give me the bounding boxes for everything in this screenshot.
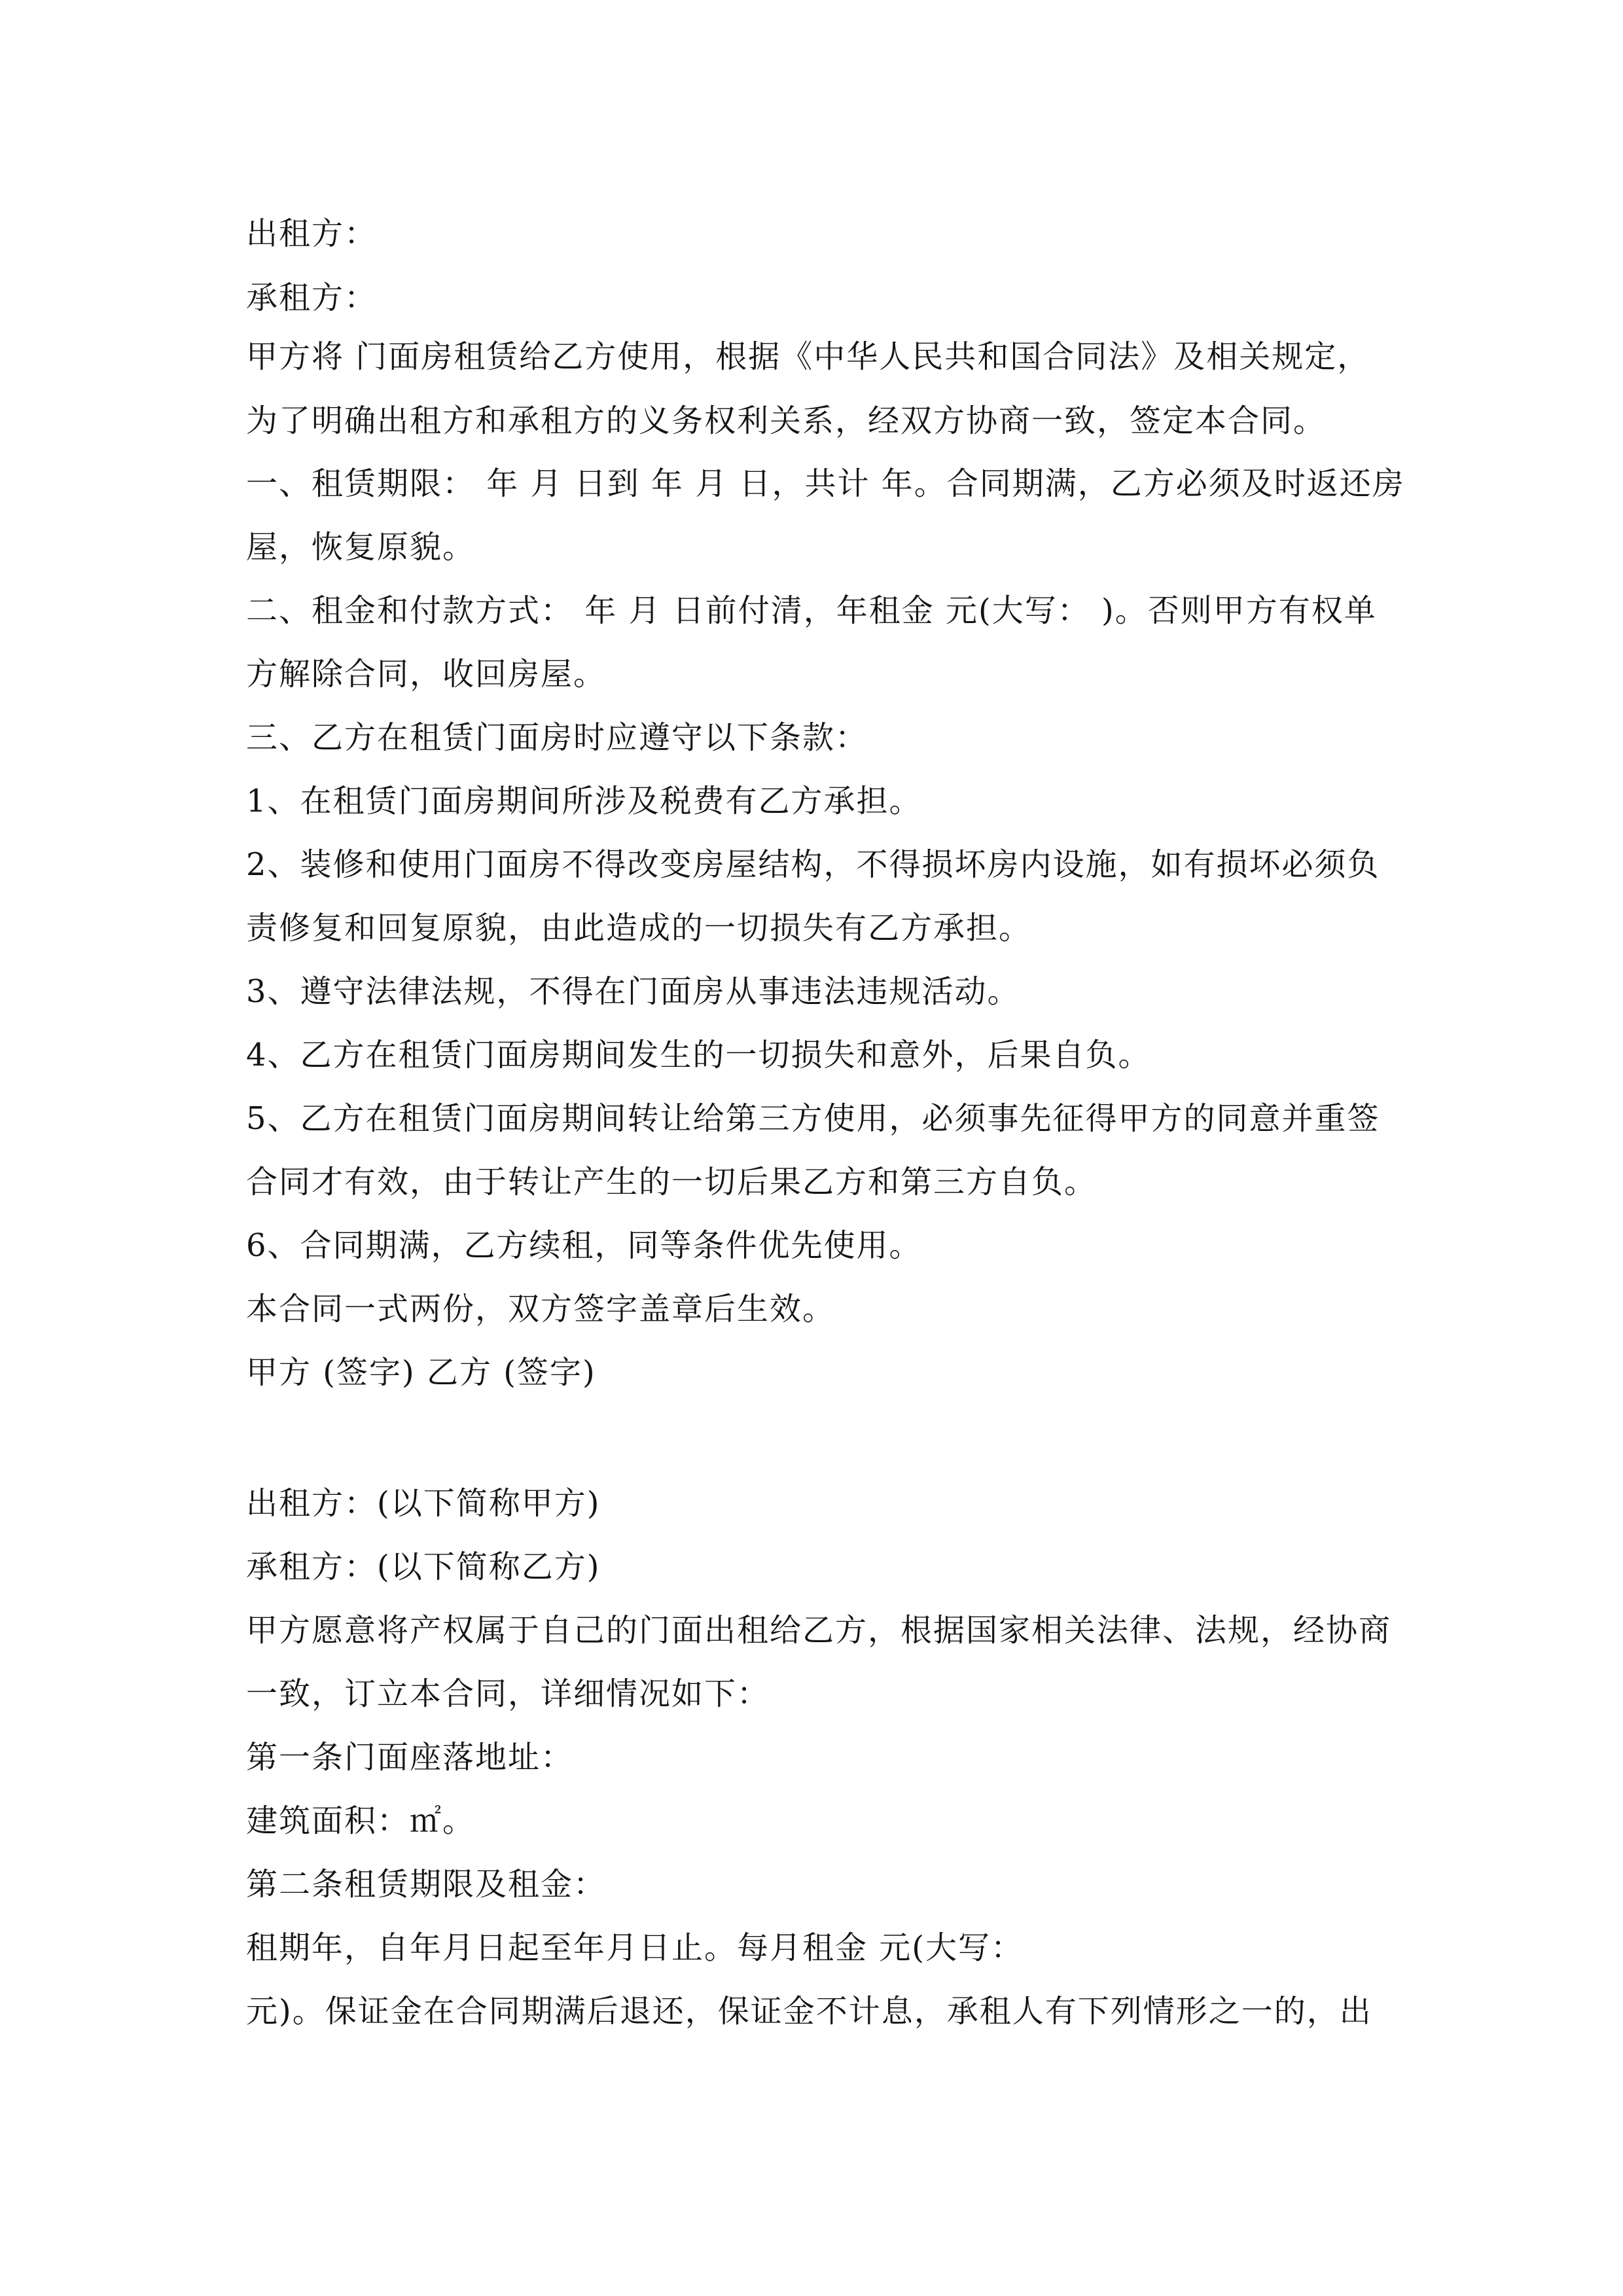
contract1-copies: 本合同一式两份，双方签字盖章后生效。 [246,1291,836,1327]
contract1-clause-1: 1、在租赁门面房期间所涉及税费有乙方承担。 [246,783,922,819]
contract1-term-line-1: 一、租赁期限： 年 月 日到 年 月 日，共计 年。合同期满，乙方必须及时返还房 [246,465,1405,502]
contract2-intro-line-2: 一致，订立本合同，详细情况如下： [246,1676,770,1712]
contract1-lessor: 出租方： [246,215,378,252]
contract1-clause-5-line-2: 合同才有效，由于转让产生的一切后果乙方和第三方自负。 [246,1164,1097,1200]
contract1-intro-line-1: 甲方将 门面房租赁给乙方使用，根据《中华人民共和国合同法》及相关规定， [246,338,1370,375]
contract1-clause-5-line-1: 5、乙方在租赁门面房期间转让给第三方使用，必须事先征得甲方的同意并重签 [246,1100,1380,1137]
contract1-clause-2-line-2: 责修复和回复原貌，由此造成的一切损失有乙方承担。 [246,910,1032,946]
contract2-intro-line-1: 甲方愿意将产权属于自己的门面出租给乙方，根据国家相关法律、法规，经协商 [246,1612,1392,1649]
contract1-clause-3: 3、遵守法律法规，不得在门面房从事违法违规活动。 [246,973,1020,1010]
contract2-rent-line-2: 元)。保证金在合同期满后退还，保证金不计息，承租人有下列情形之一的，出 [246,1993,1372,2030]
contract1-payment-line-2: 方解除合同，收回房屋。 [246,656,607,692]
contract1-intro-line-2: 为了明确出租方和承租方的义务权利关系，经双方协商一致，签定本合同。 [246,403,1327,439]
contract1-payment-line-1: 二、租金和付款方式： 年 月 日前付清，年租金 元(大写： )。否则甲方有权单 [246,592,1377,629]
contract2-lessee: 承租方：(以下简称乙方) [246,1549,601,1585]
contract2-lessor: 出租方：(以下简称甲方) [246,1485,601,1522]
contract1-clause-6: 6、合同期满，乙方续租，同等条件优先使用。 [246,1227,922,1264]
contract2-area: 建筑面积：㎡。 [246,1803,476,1839]
contract1-terms-heading: 三、乙方在租赁门面房时应遵守以下条款： [246,719,868,756]
contract2-article-1: 第一条门面座落地址： [246,1739,574,1776]
contract2-article-2: 第二条租赁期限及租金： [246,1866,607,1903]
contract1-clause-2-line-1: 2、装修和使用门面房不得改变房屋结构，不得损坏房内设施，如有损坏必须负 [246,846,1380,883]
contract1-clause-4: 4、乙方在租赁门面房期间发生的一切损失和意外，后果自负。 [246,1037,1151,1073]
contract1-term-line-2: 屋，恢复原貌。 [246,529,476,565]
contract1-lessee: 承租方： [246,279,378,316]
contract2-rent-line-1: 租期年，自年月日起至年月日止。每月租金 元(大写： [246,1929,1024,1966]
contract1-signatures: 甲方 (签字) 乙方 (签字) [246,1354,596,1391]
